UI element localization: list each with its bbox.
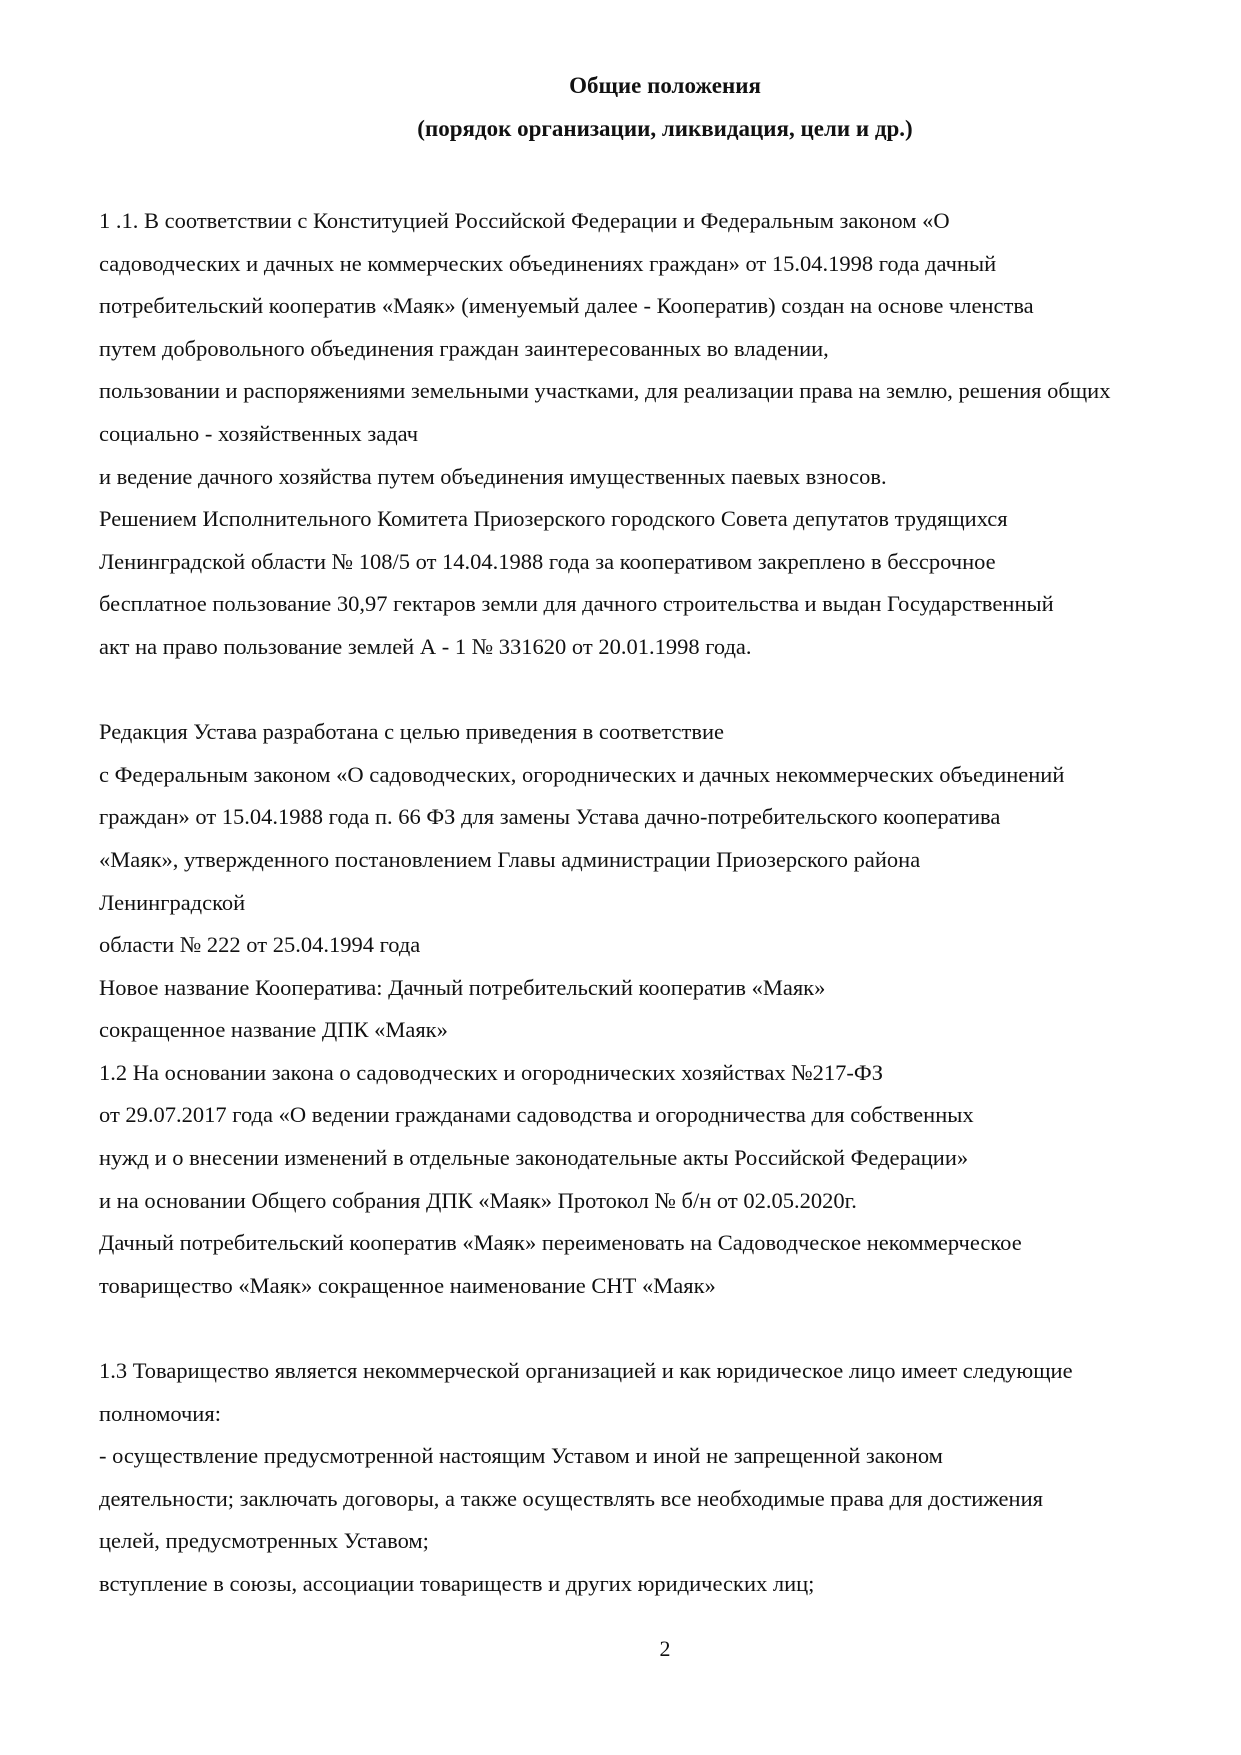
text-line: области № 222 от 25.04.1994 года (99, 932, 421, 958)
text-line: нужд и о внесении изменений в отдельные законодательные акты Российской Федерации» (99, 1145, 969, 1171)
text-line: бесплатное пользование 30,97 гектаров земли для дачного строительства и выдан Государственный (99, 591, 1054, 617)
text-line: Дачный потребительский кооператив «Маяк» переименовать на Садоводческое некоммерческое (99, 1230, 1022, 1256)
page-number: 2 (659, 1636, 671, 1661)
paragraph-gap (99, 1307, 1229, 1350)
paragraph (99, 200, 1229, 669)
document-body (99, 200, 1229, 1606)
document-title: Общие положения (569, 73, 761, 98)
text-line: Редакция Устава разработана с целью приведения в соответствие (99, 719, 724, 745)
text-line: «Маяк», утвержденного постановлением Главы администрации Приозерского района (99, 846, 921, 872)
text-line: Решением Исполнительного Комитета Приозерского городского Совета депутатов трудящихся (99, 506, 1008, 532)
text-line: 1.3 Товарищество является некоммерческой организацией и как юридическое лицо имеет следующие (99, 1358, 1073, 1384)
text-line: Ленинградской области № 108/5 от 14.04.1988 года за кооперативом закреплено в бессрочное (99, 548, 996, 574)
text-line: 1 .1. В соответствии с Конституцией Российской Федерации и Федеральным законом «О (99, 208, 950, 233)
text-line: и на основании Общего собрания ДПК «Маяк» Протокол № б/н от 02.05.2020г. (99, 1187, 857, 1213)
text-line: Ленинградской (99, 889, 246, 915)
text-line: Новое название Кооператива: Дачный потребительский кооператив «Маяк» (99, 974, 826, 1000)
text-line: садоводческих и дачных не коммерческих объединениях граждан» от 15.04.1998 года дачный (99, 250, 997, 276)
text-line: с Федеральным законом «О садоводческих, огороднических и дачных некоммерческих объединений (99, 761, 1065, 787)
text-line: полномочия: (99, 1400, 221, 1426)
text-line: вступление в союзы, ассоциации товариществ и других юридических лиц; (99, 1571, 815, 1596)
text-line: и ведение дачного хозяйства путем объединения имущественных паевых взносов. (99, 463, 887, 489)
text-line: товарищество «Маяк» сокращенное наименование СНТ «Маяк» (99, 1272, 716, 1298)
text-line: целей, предусмотренных Уставом; (99, 1528, 429, 1554)
text-line: деятельности; заключать договоры, а также осуществлять все необходимые права для достижения (99, 1485, 1043, 1511)
text-line: граждан» от 15.04.1988 года п. 66 ФЗ для замены Устава дачно-потребительского кооператива (99, 804, 1001, 830)
text-line: потребительский кооператив «Маяк» (именуемый далее - Кооператив) создан на основе членства (99, 293, 1034, 319)
paragraph-gap (99, 669, 1229, 712)
document-subtitle: (порядок организации, ликвидация, цели и др.) (417, 116, 913, 141)
text-line: от 29.07.2017 года «О ведении гражданами садоводства и огородничества для собственных (99, 1102, 974, 1128)
paragraph (99, 1350, 1229, 1606)
text-line: пользовании и распоряжениями земельными участками, для реализации права на землю, решения общих (99, 378, 1111, 404)
text-line: акт на право пользование землей А - 1 № 331620 от 20.01.1998 года. (99, 633, 752, 659)
text-line: путем добровольного объединения граждан заинтересованных во владении, (99, 335, 829, 361)
text-line: социально - хозяйственных задач (99, 420, 419, 446)
text-line: сокращенное название ДПК «Маяк» (99, 1017, 448, 1043)
text-line: - осуществление предусмотренной настоящим Уставом и иной не запрещенной законом (99, 1443, 943, 1469)
paragraph (99, 711, 1229, 1307)
text-line: 1.2 На основании закона о садоводческих и огороднических хозяйствах №217-ФЗ (99, 1059, 883, 1085)
